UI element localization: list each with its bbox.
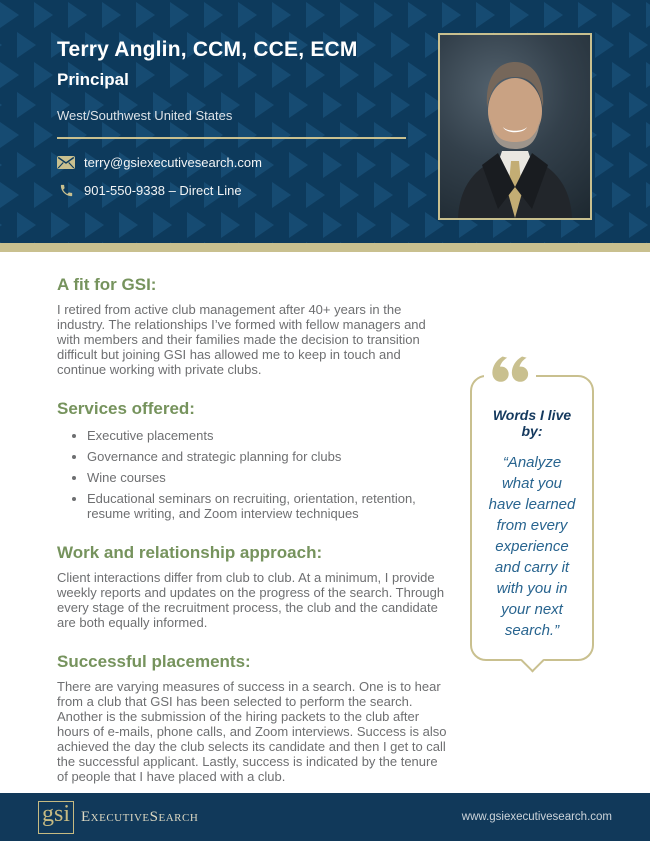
section-heading-services: Services offered: — [57, 399, 195, 418]
gold-divider-band — [0, 243, 650, 252]
phone-link[interactable]: 901-550-9338 – Direct Line — [84, 183, 242, 198]
quote-label: Words I live by: — [492, 407, 572, 439]
header-content — [57, 0, 406, 198]
phone-icon — [57, 183, 75, 198]
person-job-title: Principal — [57, 70, 129, 89]
person-region: West/Southwest United States — [57, 108, 233, 123]
website-link[interactable]: www.gsiexecutivesearch.com — [461, 811, 612, 823]
services-bullet-list — [57, 428, 449, 521]
quote-text: “Analyze what you have learned from every experience and carry it with you in your next search.” — [488, 454, 576, 639]
quotation-marks-icon — [484, 355, 536, 383]
gsi-logo-monogram: gsi — [38, 801, 74, 834]
speech-bubble-tail — [520, 648, 544, 672]
section-heading-placements: Successful placements: — [57, 652, 251, 671]
quote-box — [470, 375, 594, 661]
header-divider — [57, 137, 406, 139]
phone-row — [57, 183, 406, 198]
footer — [0, 793, 650, 841]
email-link[interactable]: terry@gsiexecutivesearch.com — [84, 155, 262, 170]
bullet-item: • Wine courses — [87, 470, 449, 485]
portrait-photo — [438, 33, 592, 220]
section-body-approach: Client interactions differ from club to club. At a minimum, I provide weekly reports and updates on the progress of the search. Through every stage of the recruitment process, the club and the candidate are both equally informed. — [57, 570, 445, 630]
bullet-item: • Executive placements — [87, 428, 449, 443]
section-heading-fit: A fit for GSI: — [57, 275, 157, 294]
main-column — [57, 275, 449, 784]
gsi-logo — [38, 801, 198, 834]
section-body-fit: I retired from active club management after 40+ years in the industry. The relationships I’ve formed with fellow managers and with members and their families made the decision to transition difficult but joining GSI has allowed me to keep in touch and continue working with private clubs. — [57, 302, 426, 377]
portrait-placeholder-illustration — [440, 35, 590, 218]
section-body-placements: There are varying measures of success in a search. One is to hear from a club that GSI has been selected to perform the search. Another is the submission of the hiring packets to the club after hours of e-mails, phone calls, and Zoom interviews. Success is also achieved the day the club selects its candidate and then I get to call the successful applicant. Lastly, success is indicated by the tenure of people that I have placed with a club. — [57, 679, 447, 784]
gsi-logo-wordmark: ExecutiveSearch — [81, 808, 199, 825]
header — [0, 0, 650, 243]
bullet-item: • Governance and strategic planning for clubs — [87, 449, 449, 464]
person-name: Terry Anglin, CCM, CCE, ECM — [57, 38, 358, 61]
email-row — [57, 155, 406, 170]
section-heading-approach: Work and relationship approach: — [57, 543, 323, 562]
envelope-icon — [57, 156, 75, 169]
body-area — [0, 252, 650, 793]
bullet-item: • Educational seminars on recruiting, orientation, retention, resume writing, and Zoom interview techniques — [87, 491, 449, 521]
